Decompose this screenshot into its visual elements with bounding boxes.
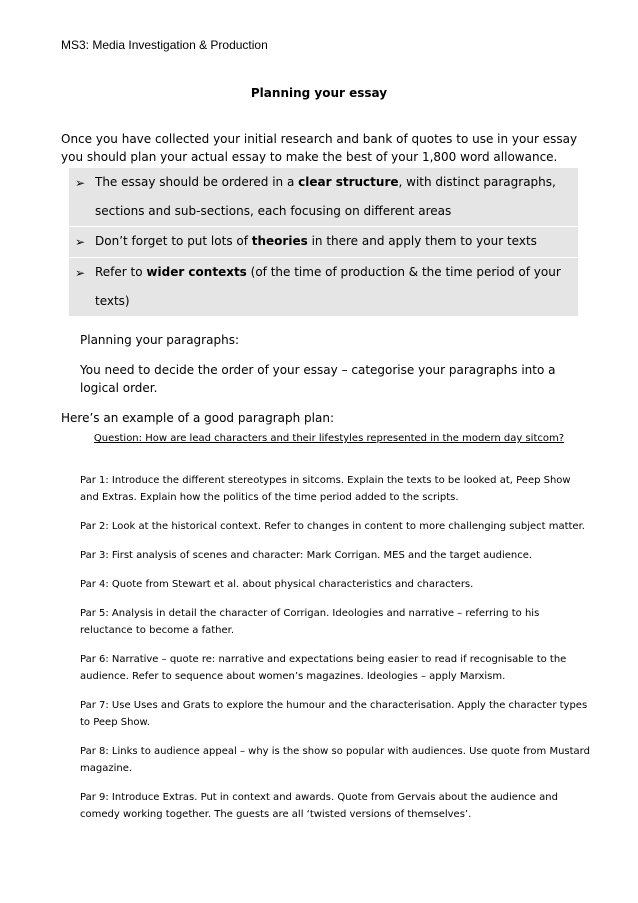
bullet-text: The essay should be ordered in a clear structure, with distinct paragraphs, sections and sub-sections, each focusing on different areas	[95, 175, 556, 218]
arrow-bullet-icon: ➢	[75, 176, 86, 190]
bullet-text: Refer to wider contexts (of the time of production & the time period of your texts)	[95, 265, 561, 308]
bullet-item	[69, 168, 578, 227]
plan-paragraph: Par 1: Introduce the different stereotypes in sitcoms. Explain the texts to be looked at, Peep Show and Extras. Explain how the politics of the time period added to the scripts.	[80, 475, 571, 503]
plan-paragraph: Par 9: Introduce Extras. Put in context and awards. Quote from Gervais about the audience and comedy working together. The guests are all ‘twisted versions of themselves’.	[80, 792, 558, 820]
bullet-list	[69, 168, 578, 316]
bullet-emphasis: wider contexts	[146, 265, 247, 279]
plan-paragraph: Par 2: Look at the historical context. Refer to changes in content to more challenging subject matter.	[80, 521, 585, 532]
bullet-emphasis: theories	[251, 234, 308, 248]
arrow-bullet-icon: ➢	[75, 235, 86, 249]
paragraph-plan-list	[80, 472, 590, 835]
bullet-text: Don’t forget to put lots of theories in there and apply them to your texts	[95, 234, 537, 248]
arrow-bullet-icon: ➢	[75, 266, 86, 280]
plan-paragraph: Par 4: Quote from Stewart et al. about physical characteristics and characters.	[80, 579, 474, 590]
plan-paragraph: Par 3: First analysis of scenes and character: Mark Corrigan. MES and the target audience.	[80, 550, 533, 561]
planning-heading: Planning your paragraphs:	[80, 333, 239, 347]
plan-paragraph: Par 7: Use Uses and Grats to explore the humour and the characterisation. Apply the character types to Peep Show.	[80, 700, 588, 728]
plan-paragraph: Par 6: Narrative – quote re: narrative and expectations being easier to read if recognisable to the audience. Refer to sequence about women’s magazines. Ideologies – apply Marxism.	[80, 654, 567, 682]
bullet-item	[69, 258, 578, 316]
plan-paragraph: Par 8: Links to audience appeal – why is the show so popular with audiences. Use quote from Mustard magazine.	[80, 746, 590, 774]
course-header: MS3: Media Investigation & Production	[61, 38, 268, 52]
example-question: Question: How are lead characters and their lifestyles represented in the modern day sitcom?	[93, 433, 565, 444]
intro-paragraph: Once you have collected your initial research and bank of quotes to use in your essay you should plan your actual essay to make the best of your 1,800 word allowance.	[61, 132, 578, 164]
bullet-emphasis: clear structure	[298, 175, 399, 189]
example-heading: Here’s an example of a good paragraph plan:	[61, 411, 335, 425]
planning-body: You need to decide the order of your essay – categorise your paragraphs into a logical order.	[80, 363, 556, 395]
document-title: Planning your essay	[250, 86, 388, 100]
plan-paragraph: Par 5: Analysis in detail the character of Corrigan. Ideologies and narrative – referring to his reluctance to become a father.	[80, 608, 540, 636]
bullet-item	[69, 227, 578, 258]
